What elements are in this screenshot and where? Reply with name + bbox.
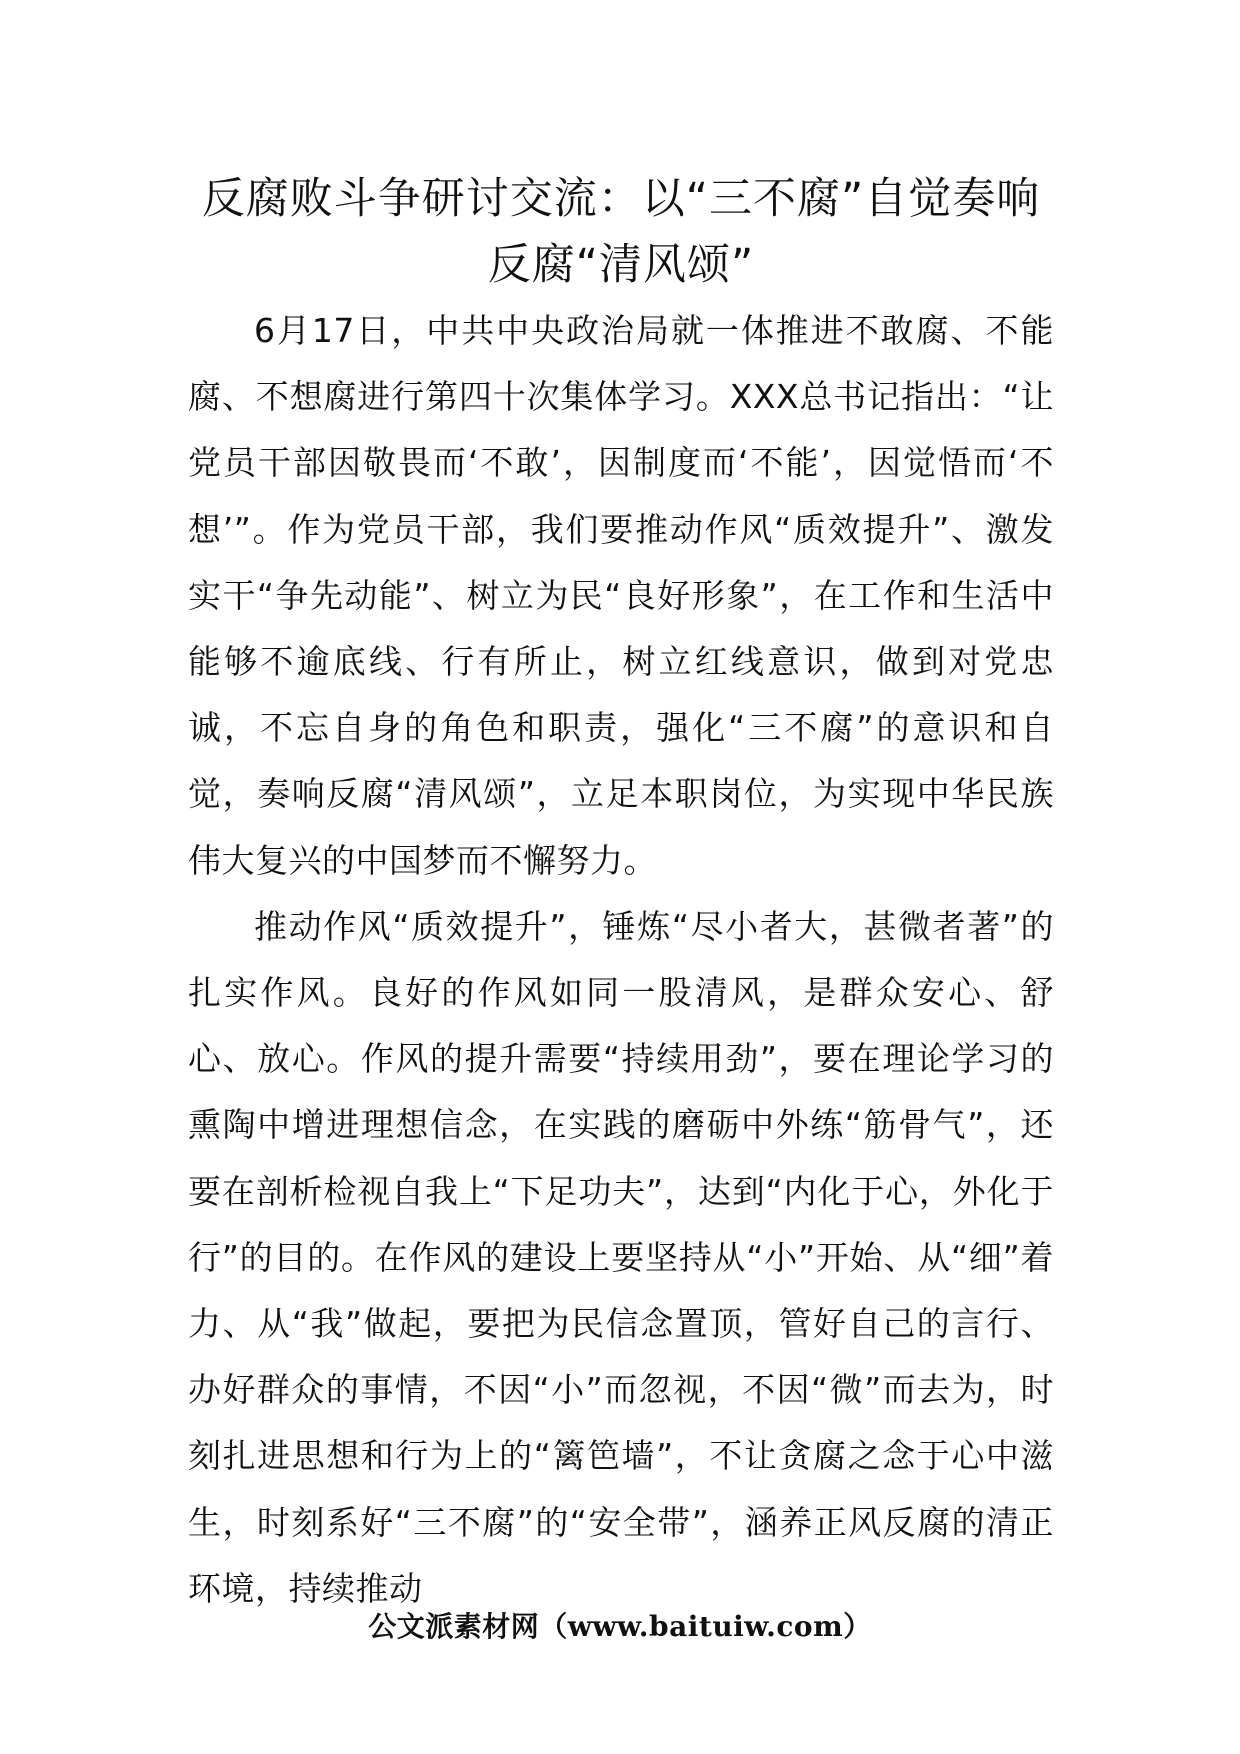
document-title: 反腐败斗争研讨交流：以“三不腐”自觉奏响反腐“清风颂” [201, 174, 1041, 290]
document-page [188, 166, 1054, 1622]
paragraph-2: 推动作风“质效提升”，锤炼“尽小者大，甚微者著”的扎实作风。良好的作风如同一股清风，是群众安心、舒心、放心。作风的提升需要“持续用劲”，要在理论学习的熏陶中增进理想信念，在实践的磨砺中外练“筋骨气”，还要在剖析检视自我上“下足功夫”，达到“内化于心，外化于行”的目的。在作风的建设上要坚持从“小”开始、从“细”着力、从“我”做起，要把为民信念置顶，管好自己的言行、办好群众的事情，不因“小”而忽视，不因“微”而去为，时刻扎进思想和行为上的“篱笆墙”，不让贪腐之念于心中滋生，时刻系好“三不腐”的“安全带”，涵养正风反腐的清正环境，持续推动 [188, 906, 1054, 1608]
paragraph-1: 6月17日，中共中央政治局就一体推进不敢腐、不能腐、不想腐进行第四十次集体学习。XXX总书记指出：“让党员干部因敬畏而‘不敢’，因制度而‘不能’，因觉悟而‘不想’”。作为党员干部，我们要推动作风“质效提升”、激发实干“争先动能”、树立为民“良好形象”，在工作和生活中能够不逾底线、行有所止，树立红线意识，做到对党忠诚，不忘自身的角色和职责，强化“三不腐”的意识和自觉，奏响反腐“清风颂”，立足本职岗位，为实现中华民族伟大复兴的中国梦而不懈努力。 [188, 311, 1054, 880]
footer-watermark: 公文派素材网（www.baituiw.com） [368, 1610, 872, 1643]
